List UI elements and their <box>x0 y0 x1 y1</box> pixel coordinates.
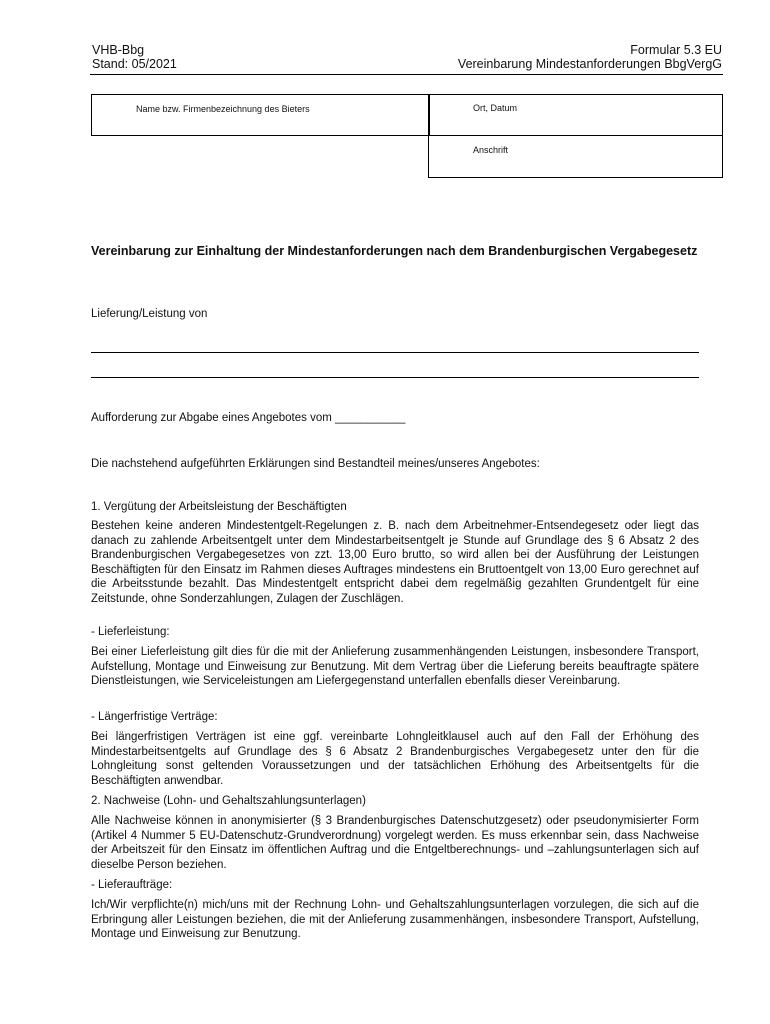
delivery-label: Lieferung/Leistung von <box>91 308 208 320</box>
section-2-heading: 2. Nachweise (Lohn- und Gehaltszahlungsunterlagen) <box>91 795 366 807</box>
address-field[interactable] <box>428 134 723 178</box>
document-title: Vereinbarung zur Einhaltung der Mindestanforderungen nach dem Brandenburgischen Vergabegesetz <box>91 244 698 258</box>
header-right <box>458 43 722 71</box>
header-divider <box>90 74 723 75</box>
section-1-sub-delivery: - Lieferleistung: <box>91 626 170 638</box>
place-date-label: Ort, Datum <box>473 103 518 113</box>
section-1-paragraph-3: Bei längerfristigen Verträgen ist eine ggf. vereinbarte Lohngleitklausel auch auf den Fall der Erhöhung des Mindestarbeitsentgelts auf Grundlage des § 6 Absatz 2 Brandenburgisches Vergabegesetz unter den für die Lohngleitung sonst geltenden Voraussetzungen und der tatsächlichen Erhöhung des Arbeitsentgelts für die Beschäftigten anwendbar. <box>91 731 699 787</box>
header-left <box>92 43 177 71</box>
section-1-paragraph-2: Bei einer Lieferleistung gilt dies für die mit der Anlieferung zusammenhängenden Leistungen, insbesondere Transport, Aufstellung, Montage und Einweisung zur Benutzung. Mit dem Vertrag über die Lieferung bereits beauftragte spätere Dienstleistungen, wie Serviceleistungen am Liefergegenstand unterfallen ebenfalls dieser Vereinbarung. <box>91 646 699 687</box>
bidder-name-label: Name bzw. Firmenbezeichnung des Bieters <box>136 104 310 114</box>
offer-request-date: Aufforderung zur Abgabe eines Angebotes vom ___________ <box>91 412 406 424</box>
section-2-paragraph-1: Alle Nachweise können in anonymisierter (§ 3 Brandenburgisches Datenschutzgesetz) oder pseudonymisierter Form (Artikel 4 Nummer 5 EU-Datenschutz-Grundverordnung) vorgelegt werden. Es muss erkennbar sein, dass Nachweise der Arbeitszeit für den Einsatz im öffentlichen Auftrag und die Entgeltberechnungs- und –zahlungsunterlagen sich auf dieselbe Person beziehen. <box>91 815 699 871</box>
form-number: Formular 5.3 EU <box>630 43 722 57</box>
delivery-input-line-1[interactable] <box>91 352 699 353</box>
delivery-input-line-2[interactable] <box>91 377 699 378</box>
bidder-name-field[interactable] <box>91 94 430 136</box>
form-title: Vereinbarung Mindestanforderungen BbgVergG <box>457 57 722 71</box>
document-date: Stand: 05/2021 <box>92 57 177 71</box>
address-label: Anschrift <box>473 145 509 155</box>
intro-statement: Die nachstehend aufgeführten Erklärungen sind Bestandteil meines/unseres Angebotes: <box>91 458 540 470</box>
section-1-heading: 1. Vergütung der Arbeitsleistung der Beschäftigten <box>91 501 347 513</box>
section-1-sub-long-term: - Längerfristige Verträge: <box>91 711 218 723</box>
section-1-paragraph-1: Bestehen keine anderen Mindestentgelt-Regelungen z. B. nach dem Arbeitnehmer-Entsendegesetz oder liegt das danach zu zahlende Arbeitsentgelt unter dem Mindestarbeitsentgelt je Stunde auf Grundlage des § 6 Absatz 2 des Brandenburgischen Vergabegesetzes von zzt. 13,00 Euro brutto, so wird allen bei der Ausführung der Leistungen Beschäftigten für den Einsatz im Rahmen dieses Auftrages mindestens ein Bruttoentgelt von 13,00 Euro gerechnet auf die Arbeitsstunde bezahlt. Das Mindestentgelt entspricht dabei dem regelmäßig gezahlten Grundentgelt für eine Zeitstunde, ohne Sonderzahlungen, Zulagen der Zuschlägen. <box>91 520 699 605</box>
document-code: VHB-Bbg <box>92 43 145 57</box>
section-2-paragraph-2: Ich/Wir verpflichte(n) mich/uns mit der Rechnung Lohn- und Gehaltszahlungsunterlagen vorzulegen, die sich auf die Erbringung aller Leistungen beziehen, die mit der Anlieferung zusammenhängen, insbesondere Transport, Aufstellung, Montage und Einweisung zur Benutzung. <box>91 899 699 940</box>
place-date-field[interactable] <box>428 94 723 136</box>
section-2-sub-delivery-orders: - Lieferaufträge: <box>91 879 173 891</box>
